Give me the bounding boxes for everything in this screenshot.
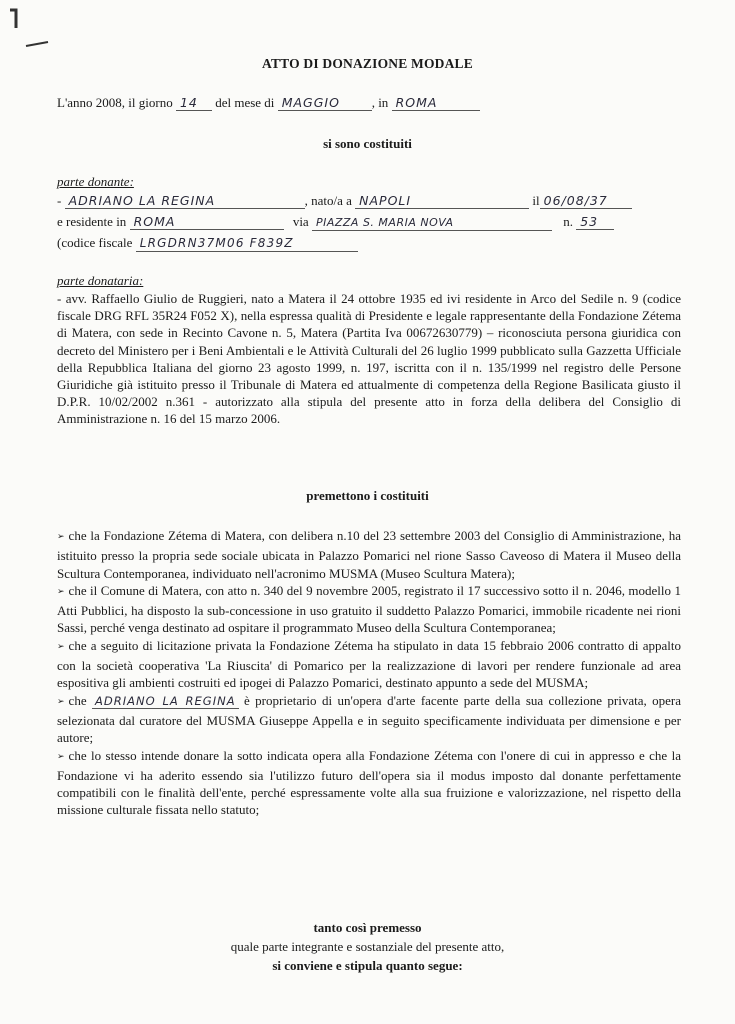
premise-text-4: è proprietario di un'opera d'arte facente parte della sua collezione privata, opera selezionata dal curatore del MUSMA Giuseppe Appella e in seguito specificamente individuata per dimensione e per autore; bbox=[57, 692, 682, 746]
closing-line-1: tanto così premesso bbox=[313, 920, 422, 935]
donee-paragraph: - avv. Raffaello Giulio de Ruggieri, nato a Matera il 24 ottobre 1935 ed ivi residente in Arco del Sedile n. 9 (codice fiscale DRG RFL 35R24 F052 X), nella espressa qualità di Presidente e legale rappresentante della Fondazione Zétema di Matera, con sede in Recinto Cavone n. 5, Matera (Partita Iva 00672630779) – riconosciuta persona giuridica con decreto del Ministero per i Beni Ambientali e le Attività Culturali del 26 luglio 1999 pubblicato sulla Gazzetta Ufficiale della Repubblica Italiana del giorno 23 agosto 1999, n. 197, iscritta con il n. 135/1999 nel registro delle Persone Giuridiche già istituito presso il Tribunale di Matera ed attualmente di competenza della Regione Basilicata giusto il D.P.R. 10/02/2002 n.361 - autorizzato alla stipula del presente atto in forza della delibera del Consiglio di Amministrazione n. 16 del 15 marzo 2006. bbox=[57, 291, 681, 427]
residence-prefix: e residente in bbox=[57, 214, 127, 229]
premise-text-2: che il Comune di Matera, con atto n. 340 del 9 novembre 2005, registrato il 17 successivo sotto il n. 2046, modello 1 Atti Pubblici, ha disposto la sub-concessione in uso gratuito il suddetto Palazzo Pomarici, immobile ricadente nei rioni Sassi, perché venga destinato ad ospitare il programmato Museo della Scultura Contemporanea; bbox=[57, 582, 681, 636]
document-title: ATTO DI DONAZIONE MODALE bbox=[262, 56, 473, 71]
premise-item-5 bbox=[57, 747, 681, 819]
donor-name-line bbox=[57, 193, 632, 209]
donor-dash: - bbox=[57, 193, 62, 208]
arrow-bullet-icon: ➢ bbox=[57, 586, 65, 597]
donor-name-field: ADRIANO LA REGINA bbox=[65, 193, 305, 209]
fiscal-prefix: (codice fiscale bbox=[57, 235, 133, 250]
donor-fiscal-line bbox=[57, 235, 358, 252]
city-field: ROMA bbox=[392, 95, 480, 111]
donor-residence-line bbox=[57, 214, 614, 231]
closing-line-2: quale parte integrante e sostanziale del presente atto, bbox=[230, 939, 505, 954]
premises-list bbox=[57, 527, 681, 819]
premise-4-name-field: ADRIANO LA REGINA bbox=[92, 694, 239, 709]
premise-text-5: che lo stesso intende donare la sotto indicata opera alla Fondazione Zétema con l'onere di cui in appresso e che la Fondazione vi ha aderito essendo sia l'utilizzo futuro dell'opera sia il modus imposto dal donante perfettamente compatibili con le finalità dell'ente, perché espressamente volte alla sua fruizione e valorizzazione, nel rispetto della missione culturale fissata nello statuto; bbox=[57, 747, 681, 818]
month-field: MAGGIO bbox=[278, 95, 372, 111]
closing-line-3: si conviene e stipula quanto segue: bbox=[272, 958, 463, 973]
day-field: 14 bbox=[176, 95, 212, 111]
arrow-bullet-icon: ➢ bbox=[57, 641, 65, 652]
city-prefix: , in bbox=[371, 95, 389, 110]
number-field: 53 bbox=[576, 214, 614, 230]
arrow-bullet-icon: ➢ bbox=[57, 751, 65, 762]
born-prefix: , nato/a a bbox=[304, 193, 352, 208]
number-prefix: n. bbox=[563, 214, 573, 229]
intro-prefix: L'anno 2008, il giorno bbox=[57, 95, 173, 110]
premise-text-3: che a seguito di licitazione privata la Fondazione Zétema ha stipulato in data 15 febbraio 2006 contratto di appalto con la società cooperativa 'La Riuscita' di Pomarico per la realizzazione di lavori per rendere funzionale ad area espositiva gli ambienti costruiti ed ipogei di Palazzo Pomarici, destinato appunto a sede del MUSMA; bbox=[57, 637, 681, 691]
date-prefix: il bbox=[532, 193, 540, 208]
birthdate-field: 06/08/37 bbox=[540, 193, 632, 209]
arrow-bullet-icon: ➢ bbox=[57, 696, 65, 707]
premise-item-4 bbox=[57, 692, 681, 747]
premise-4-prefix: che bbox=[68, 692, 87, 708]
street-prefix: via bbox=[292, 214, 309, 229]
donee-label: parte donataria: bbox=[57, 273, 144, 288]
premise-item-2 bbox=[57, 582, 681, 637]
intro-line bbox=[57, 95, 480, 111]
fiscal-code-field: LRGDRN37M06 F839Z bbox=[136, 236, 358, 252]
premise-text-1: che la Fondazione Zétema di Matera, con delibera n.10 del 23 settembre 2003 del Consiglio di Amministrazione, ha istituito presso la propria sede sociale ubicata in Palazzo Pomarici nel rione Sasso Caveoso di Matera il Museo della Scultura Contemporanea, individuato nell'acronimo MUSMA (Museo Scultura Matera); bbox=[57, 528, 681, 581]
month-prefix: del mese di bbox=[215, 95, 275, 110]
premise-item-3 bbox=[57, 637, 681, 692]
street-field: PIAZZA S. MARIA NOVA bbox=[312, 215, 552, 231]
staple-mark-icon bbox=[8, 6, 54, 50]
birthplace-field: NAPOLI bbox=[355, 193, 529, 209]
premises-heading: premettono i costituiti bbox=[306, 488, 429, 503]
arrow-bullet-icon: ➢ bbox=[57, 532, 65, 542]
constituted-heading: si sono costituiti bbox=[323, 136, 412, 151]
donor-label: parte donante: bbox=[57, 174, 134, 189]
residence-field: ROMA bbox=[130, 214, 284, 230]
premise-item-1 bbox=[57, 527, 681, 582]
